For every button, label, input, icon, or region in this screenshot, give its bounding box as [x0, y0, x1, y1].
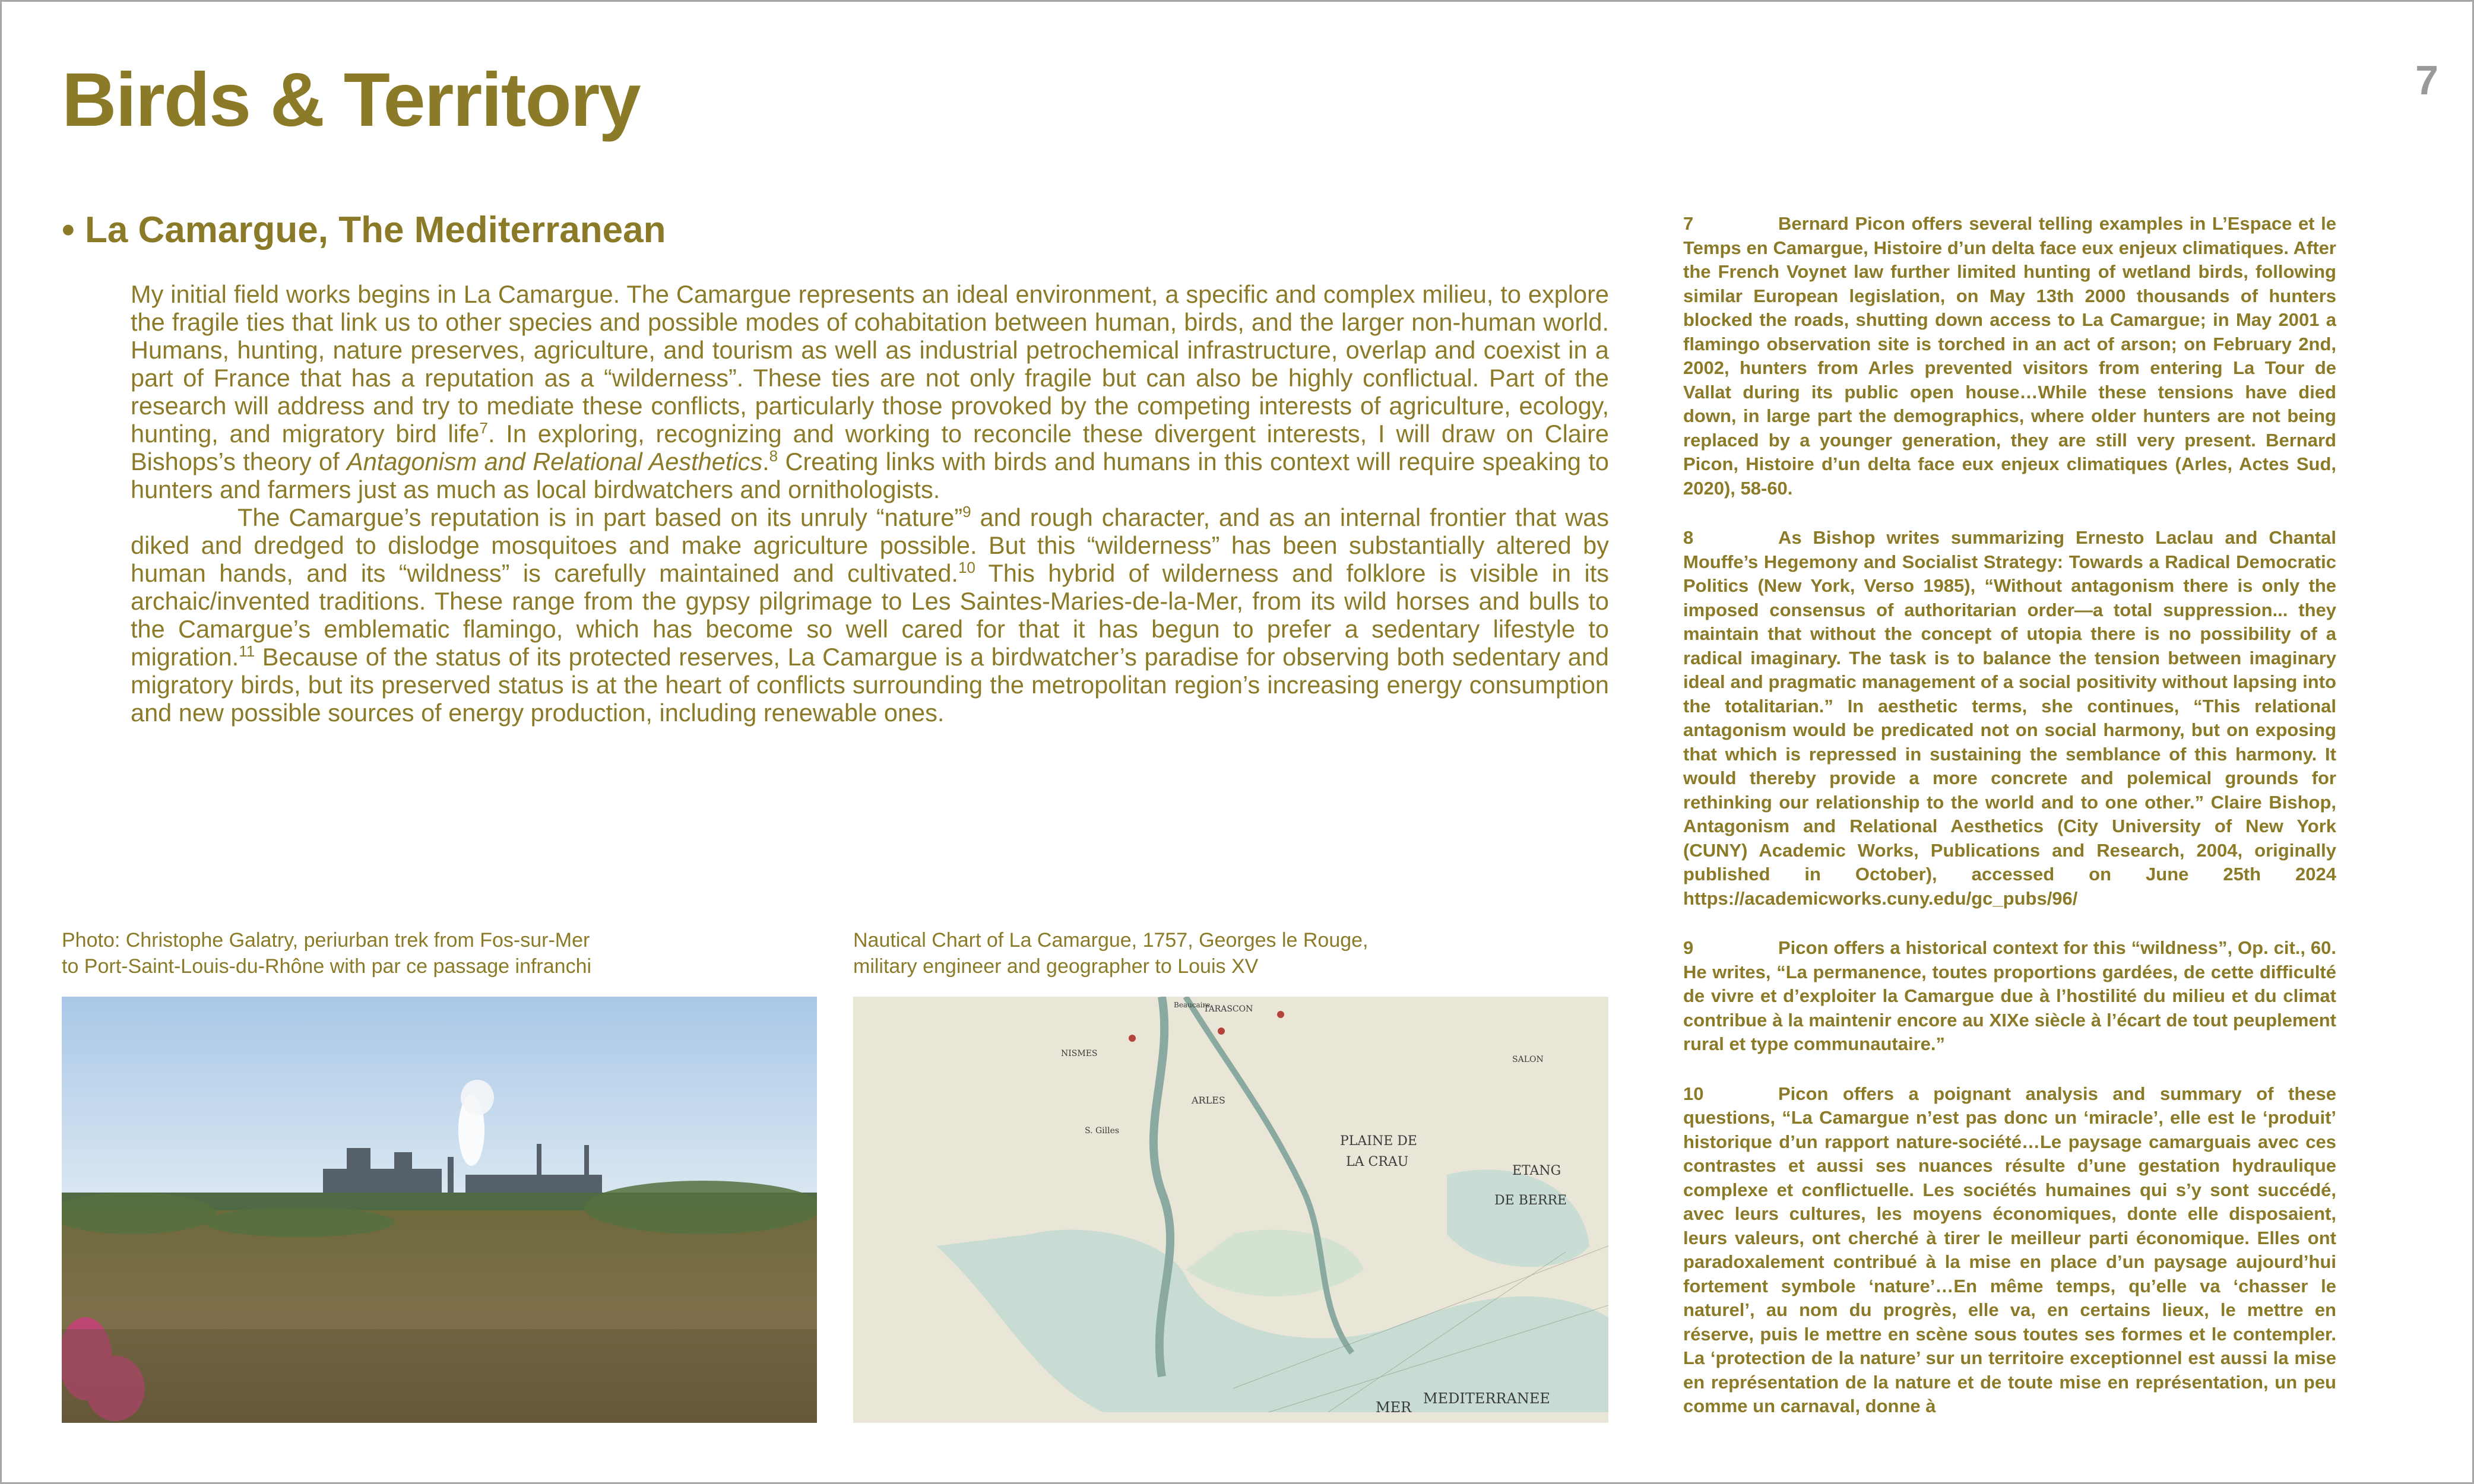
- footnote-9: [1683, 936, 2336, 1057]
- footnote-number: 8: [1683, 527, 1694, 548]
- map-label-deberre: DE BERRE: [1494, 1193, 1567, 1208]
- map-label-plaine: PLAINE DE: [1340, 1134, 1417, 1149]
- text-run: . In exploring, recognizing and working to reconcile these divergent interests, I will draw on Claire Bishops’s theory of: [131, 420, 1609, 475]
- section-title: La Camargue, The Mediterranean: [84, 210, 666, 250]
- footnote-number: 9: [1683, 937, 1694, 958]
- footnote-ref[interactable]: 10: [958, 559, 975, 577]
- chart-caption: Nautical Chart of La Camargue, 1757, Georges le Rouge, military engineer and geographer to Louis XV: [853, 929, 1369, 978]
- footnote-text: As Bishop writes summarizing Ernesto Laclau and Chantal Mouffe’s Hegemony and Socialist Strategy: Towards a Radical Democratic Politics (New York, Verso 1985), “Without antagonism there is only the imposed consensus of authoritarian order—a total suppression... they maintain that without the concept of utopia there is no possibility of a radical imaginary. The task is to balance the tension between imaginary ideal and pragmatic management of a social positivity without lapsing into the totalitarian.” In aesthetic terms, she continues, “This relational antagonism would be predicated not on social harmony, but on exposing that which is repressed in sustaining the semblance of this harmony. It would thereby provide a more concrete and polemical grounds for rethinking our relationship to the world and to one other.” Claire Bishop, Antagonism and Relational Aesthetics (City University of New York (CUNY) Academic Works, Publications and Research, 2004, originally published in October), accessed on June 25th 2024 https://academicworks.cuny.edu/gc_pubs/96/: [1683, 527, 2336, 909]
- book-title: Antagonism and Relational Aesthetics: [347, 448, 763, 475]
- footnote-text: Picon offers a historical context for this “wildness”, Op. cit., 60. He writes, “La permanence, toutes proportions gardées, de cette difficulté de vivre et d’exploiter la Camargue due à l’hostilité du milieu et du climat contribue à la maintenir encore au XIXe siècle à l’écart de tout peuplement rural et type communautaire.”: [1683, 937, 2336, 1054]
- map-label-med: MEDITERRANEE: [1423, 1390, 1550, 1407]
- bullet: •: [62, 210, 75, 250]
- nautical-chart-map: [853, 997, 1608, 1423]
- map-label-nismes: NISMES: [1061, 1049, 1098, 1058]
- map-label-beaucaire: Beaucaire: [1174, 1001, 1211, 1009]
- footnote-ref[interactable]: 8: [769, 447, 778, 465]
- map-label-etang: ETANG: [1512, 1163, 1561, 1178]
- text-run: This hybrid of wilderness and folklore is visible in its archaic/invented traditions. These range from the gypsy pilgrimage to Les Saintes-Maries-de-la-Mer, from its wild horses and bulls to the Camargue’s emblematic flamingo, which has become so well cared for that it has begun to prefer a sedentary lifestyle to migration.: [131, 559, 1609, 671]
- footnote-ref[interactable]: 7: [479, 419, 488, 437]
- text-run: The Camargue’s reputation is in part based on its unruly “nature”: [237, 503, 963, 531]
- map-label-arles: ARLES: [1192, 1095, 1225, 1106]
- landscape-photo: [62, 997, 817, 1423]
- section-heading: [62, 209, 666, 251]
- map-label-salon: SALON: [1512, 1055, 1544, 1064]
- map-label-lacrau: LA CRAU: [1346, 1155, 1409, 1169]
- footnote-text: Picon offers a poignant analysis and summary of these questions, “La Camargue n’est pas donc un ‘miracle’, elle est le ‘produit’ historique d’un rapport nature-société…Le paysage camarguais avec ces contrastes et aussi ses nuances résulte d’une gestation hydraulique complexe et conflictuelle. Les sociétés humaines qui s’y sont succédé, avec leurs cultures, les moyens économiques, donte elle disposaient, leurs valeurs, ont cherché à tirer le meilleur parti économique. Elles ont paradoxalement contribué à la mise en place d’un paysage aujourd’hui fortement symbole ‘nature’…En même temps, qu’elle va ‘chasser le naturel’, au nom du progrès, elle va, en certains lieux, le mettre en réserve, puis le mettre en scène sous toutes ses formes et le contempler. La ‘protection de la nature’ sur un territoire exceptionnel est aussi la mise en représentation de la nature et de toute mise en représentation, un peu comme un carnaval, donne à: [1683, 1083, 2336, 1416]
- map-label-tarascon: TARASCON: [1203, 1004, 1253, 1014]
- footnote-text: Bernard Picon offers several telling examples in L’Espace et le Temps en Camargue, Histoire d’un delta face eux enjeux climatiques. After the French Voynet law further limited hunting of wetland birds, following similar European legislation, on May 13th 2000 thousands of hunters blocked the roads, shutting down access to La Camargue; in May 2001 a flamingo observation site is torched in an act of arson; on February 2nd, 2002, hunters from Arles prevented visitors from entering La Tour de Vallat during its public open house…While these tensions have died down, in large part the demographics, where older hunters are not being replaced by a younger generation, they are still very present. Bernard Picon, Histoire d’un delta face eux enjeux climatiques (Arles, Actes Sud, 2020), 58-60.: [1683, 213, 2336, 499]
- paragraph: [131, 503, 1609, 727]
- body-text: [131, 280, 1609, 727]
- paragraph: [131, 280, 1609, 503]
- text-run: and rough character, and as an internal frontier that was diked and dredged to dislodge mosquitoes and make agriculture possible. But this “wilderness” has been substantially altered by human hands, and its “wildness” is carefully maintained and cultivated.: [131, 503, 1609, 587]
- text-run: .: [762, 448, 769, 475]
- text-run: My initial field works begins in La Camargue. The Camargue represents an ideal environment, a specific and complex milieu, to explore the fragile ties that link us to other species and possible modes of cohabitation between human, birds, and the larger non-human world. Humans, hunting, nature preserves, agriculture, and tourism as well as industrial petrochemical infrastructure, overlap and coexist in a part of France that has a reputation as a “wilderness”. These ties are not only fragile but can also be highly conflictual. Part of the research will address and try to mediate these conflicts, particularly those provoked by the competing interests of agriculture, ecology, hunting, and migratory bird life: [131, 280, 1609, 448]
- footnote-ref[interactable]: 9: [962, 503, 971, 521]
- text-run: Because of the status of its protected reserves, La Camargue is a birdwatcher’s paradise for observing both sedentary and migratory birds, but its preserved status is at the heart of conflicts surrounding the metropolitan region’s increasing energy consumption and new possible sources of energy production, including renewable ones.: [131, 643, 1609, 727]
- map-label-sgilles: S. Gilles: [1085, 1126, 1120, 1136]
- footnote-number: 7: [1683, 213, 1694, 234]
- footnote-8: [1683, 526, 2336, 911]
- footnote-10: [1683, 1082, 2336, 1419]
- page-title: Birds & Territory: [62, 58, 640, 142]
- footnote-number: 10: [1683, 1083, 1704, 1104]
- footnote-ref[interactable]: 11: [239, 642, 255, 661]
- map-label-mer: MER: [1376, 1399, 1412, 1416]
- footnotes: [1683, 212, 2336, 1444]
- footnote-7: [1683, 212, 2336, 500]
- page-number: 7: [2415, 57, 2438, 103]
- text-run: Creating links with birds and humans in this context will require speaking to hunters and farmers just as much as local birdwatchers and ornithologists.: [131, 448, 1609, 503]
- photo-caption: Photo: Christophe Galatry, periurban trek from Fos-sur-Mer to Port-Saint-Louis-du-Rhône with par ce passage infranchi: [62, 929, 592, 978]
